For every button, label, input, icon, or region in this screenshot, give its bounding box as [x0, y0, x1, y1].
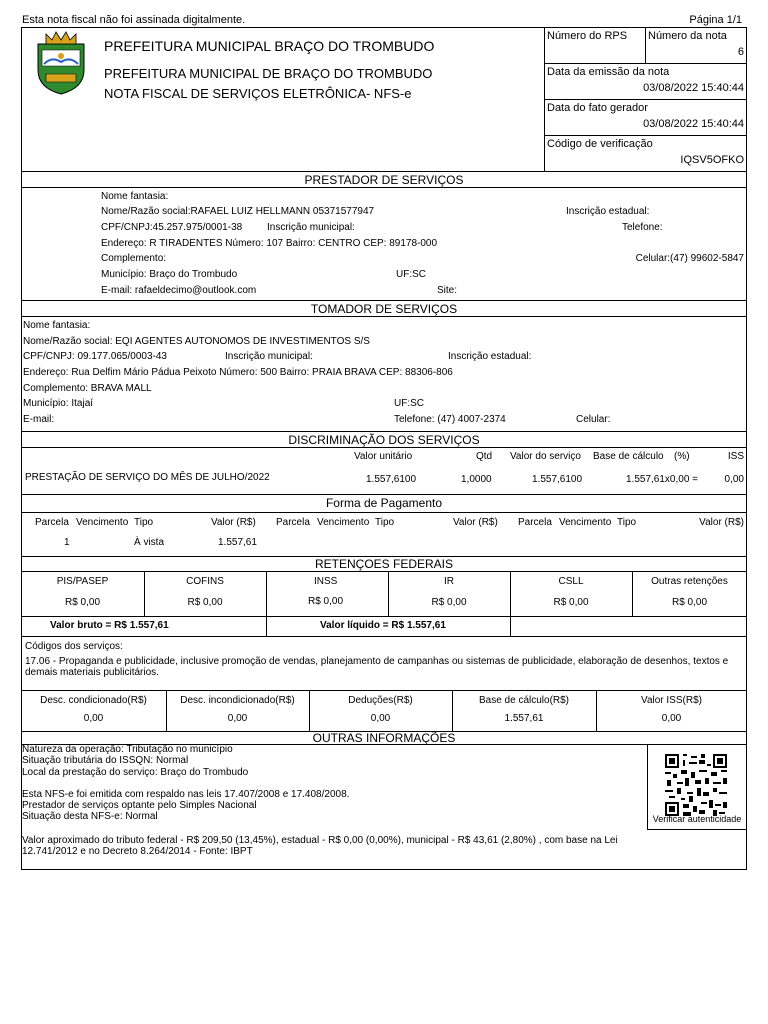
inss-value: R$ 0,00: [308, 596, 344, 607]
prestador-municipio: Município: Braço do Trombudo: [101, 269, 238, 280]
qr-code-icon[interactable]: [665, 754, 727, 816]
prestador-nome-fantasia: Nome fantasia:: [101, 191, 169, 202]
pag-h2-vencimento: Vencimento: [317, 517, 370, 528]
col-qtd: Qtd: [476, 451, 493, 462]
emissao-value: 03/08/2022 15:40:44: [643, 82, 744, 94]
pag-h2-valor: Valor (R$): [453, 517, 498, 528]
base-calculo-label: Base de cálculo(R$): [478, 695, 570, 706]
tomador-razao-social: Nome/Razão social: EQI AGENTES AUTONOMOS DE INVESTIMENTOS S/S: [23, 336, 370, 347]
prestador-inscricao-estadual: Inscrição estadual:: [566, 206, 650, 217]
pag-row-valor: 1.557,61: [218, 537, 257, 548]
verificar-autenticidade-link[interactable]: Verificar autenticidade: [652, 814, 742, 824]
tomador-celular: Celular:: [576, 414, 611, 425]
tomador-endereco: Endereço: Rua Delfim Mário Pádua Peixoto Número: 500 Bairro: PRAIA BRAVA CEP: 88306-806: [23, 367, 453, 378]
fato-gerador-label: Data do fato gerador: [547, 102, 648, 114]
prestador-section-title: PRESTADOR DE SERVIÇOS: [304, 173, 464, 187]
prestador-inscricao-municipal: Inscrição municipal:: [267, 222, 355, 233]
tomador-cpf-cnpj: CPF/CNPJ: 09.177.065/0003-43: [23, 351, 167, 362]
outras-situacao-nfse: Situação desta NFS-e: Normal: [22, 811, 158, 822]
pag-h1-vencimento: Vencimento: [76, 517, 129, 528]
pag-h3-parcela: Parcela: [518, 517, 552, 528]
tomador-section-title: TOMADOR DE SERVIÇOS: [310, 302, 458, 316]
unsigned-notice: Esta nota fiscal não foi assinada digitalmente.: [22, 14, 246, 26]
prestador-complemento: Complemento:: [101, 253, 167, 264]
col-base-calculo: Base de cálculo: [593, 451, 664, 462]
valor-iss-label: Valor ISS(R$): [641, 695, 702, 706]
pag-h3-vencimento: Vencimento: [559, 517, 612, 528]
nota-label: Número da nota: [648, 30, 727, 42]
desc-incondicionado-value: 0,00: [227, 713, 248, 724]
outras-retencoes-value: R$ 0,00: [671, 597, 708, 608]
ir-value: R$ 0,00: [431, 597, 467, 608]
tomador-uf: UF:SC: [394, 398, 424, 409]
pis-value: R$ 0,00: [64, 597, 101, 608]
codigo-verificacao-label: Código de verificação: [547, 138, 653, 150]
codigo-verificacao-value: IQSV5OFKO: [680, 154, 744, 166]
pag-h2-tipo: Tipo: [375, 517, 395, 528]
cofins-label: COFINS: [186, 576, 224, 587]
emissao-label: Data da emissão da nota: [547, 66, 670, 78]
pag-h2-parcela: Parcela: [276, 517, 310, 528]
tomador-municipio: Município: Itajaí: [23, 398, 94, 409]
desc-incondicionado-label: Desc. incondicionado(R$): [180, 695, 295, 706]
pagamento-section-title: Forma de Pagamento: [325, 496, 443, 510]
tomador-telefone: Telefone: (47) 4007-2374: [394, 414, 506, 425]
outras-simples-nacional: Prestador de serviços optante pelo Simples Nacional: [22, 800, 257, 811]
tomador-email: E-mail:: [23, 414, 55, 425]
outras-natureza: Natureza da operação: Tributação no município: [22, 744, 233, 755]
outras-local-prestacao: Local da prestação do serviço: Braço do Trombudo: [22, 767, 249, 778]
prestador-celular: Celular:(47) 99602-5847: [635, 253, 744, 264]
rps-label: Número do RPS: [547, 30, 628, 42]
prestador-email: E-mail: rafaeldecimo@outlook.com: [101, 285, 257, 296]
col-valor-servico: Valor do serviço: [510, 451, 581, 462]
tomador-inscricao-estadual: Inscrição estadual:: [448, 351, 532, 362]
valor-bruto: Valor bruto = R$ 1.557,61: [50, 620, 169, 631]
desc-condicionado-label: Desc. condicionado(R$): [40, 695, 147, 706]
prestador-cpf-cnpj: CPF/CNPJ:45.257.975/0001-38: [101, 222, 243, 233]
pag-h1-valor: Valor (R$): [211, 517, 256, 528]
pis-label: PIS/PASEP: [56, 576, 109, 587]
header-title: PREFEITURA MUNICIPAL BRAÇO DO TROMBUDO: [104, 38, 435, 54]
document-type: NOTA FISCAL DE SERVIÇOS ELETRÔNICA- NFS-e: [104, 86, 412, 101]
pag-h3-valor: Valor (R$): [699, 517, 744, 528]
tomador-inscricao-municipal: Inscrição municipal:: [225, 351, 313, 362]
col-percent: (%): [674, 451, 690, 462]
retencoes-section-title: RETENÇOES FEDERAIS: [314, 557, 454, 571]
servico-descricao: PRESTAÇÃO DE SERVIÇO DO MÊS DE JULHO/2022: [25, 472, 270, 483]
pag-h1-parcela: Parcela: [35, 517, 69, 528]
pag-h1-tipo: Tipo: [134, 517, 154, 528]
tomador-complemento: Complemento: BRAVA MALL: [23, 383, 152, 394]
valor-iss-value: 0,00: [661, 713, 682, 724]
codigos-label: Códigos dos serviços:: [25, 641, 123, 652]
page-number: Página 1/1: [689, 14, 742, 26]
pag-h3-tipo: Tipo: [617, 517, 637, 528]
servico-qtd: 1,0000: [461, 474, 492, 485]
deducoes-value: 0,00: [370, 713, 391, 724]
discriminacao-section-title: DISCRIMINAÇÃO DOS SERVIÇOS: [288, 433, 480, 447]
csll-label: CSLL: [558, 576, 584, 587]
prestador-razao-social: Nome/Razão social:RAFAEL LUIZ HELLMANN 05371577947: [101, 206, 375, 217]
csll-value: R$ 0,00: [553, 597, 589, 608]
header-subtitle: PREFEITURA MUNICIPAL DE BRAÇO DO TROMBUDO: [104, 66, 433, 81]
cofins-value: R$ 0,00: [187, 597, 223, 608]
outras-respaldo-leis: Esta NFS-e foi emitida com respaldo nas leis 17.407/2008 e 17.408/2008.: [22, 789, 350, 800]
inss-label: INSS: [314, 576, 338, 587]
desc-condicionado-value: 0,00: [83, 713, 104, 724]
outras-retencoes-label: Outras retenções: [651, 576, 728, 587]
servico-iss: 0,00: [724, 474, 744, 485]
col-valor-unitario: Valor unitário: [354, 451, 413, 462]
municipal-coat-of-arms-icon: [32, 30, 90, 96]
fato-gerador-value: 03/08/2022 15:40:44: [643, 118, 744, 130]
outras-valor-tributos: Valor aproximado do tributo federal - R$ 209,50 (13,45%), estadual - R$ 0,00 (0,00%), municipal - R$ 43,61 (2,80%) , com base na Lei 12.741/2012 e no Decreto 8.264/2014 - Fonte: IBPT: [22, 835, 618, 857]
base-calculo-value: 1.557,61: [504, 713, 544, 724]
outras-situacao-issqn: Situação tributária do ISSQN: Normal: [22, 755, 189, 766]
codigos-text: 17.06 - Propaganda e publicidade, inclusive promoção de vendas, planejamento de campanhas ou sistemas de publicidade, elaboração de desenhos, textos e demais materiais publicitários.: [25, 656, 729, 678]
prestador-uf: UF:SC: [396, 269, 426, 280]
servico-valor-unitario: 1.557,6100: [366, 474, 417, 485]
tomador-nome-fantasia: Nome fantasia:: [23, 320, 91, 331]
outras-section-title: OUTRAS INFORMAÇÕES: [312, 731, 456, 745]
nota-number: 6: [737, 46, 744, 58]
prestador-telefone: Telefone:: [622, 222, 663, 233]
deducoes-label: Deduções(R$): [348, 695, 413, 706]
pag-row-tipo: À vista: [134, 537, 165, 548]
ir-label: IR: [444, 576, 454, 587]
col-iss: ISS: [727, 451, 744, 462]
valor-liquido: Valor líquido = R$ 1.557,61: [320, 620, 446, 631]
servico-valor: 1.557,6100: [532, 474, 583, 485]
prestador-endereco: Endereço: R TIRADENTES Número: 107 Bairro: CENTRO CEP: 89178-000: [101, 238, 438, 249]
servico-base-calculo: 1.557,61x0,00 =: [626, 474, 699, 485]
pag-row-parcela: 1: [64, 537, 70, 548]
prestador-site: Site:: [437, 285, 458, 296]
